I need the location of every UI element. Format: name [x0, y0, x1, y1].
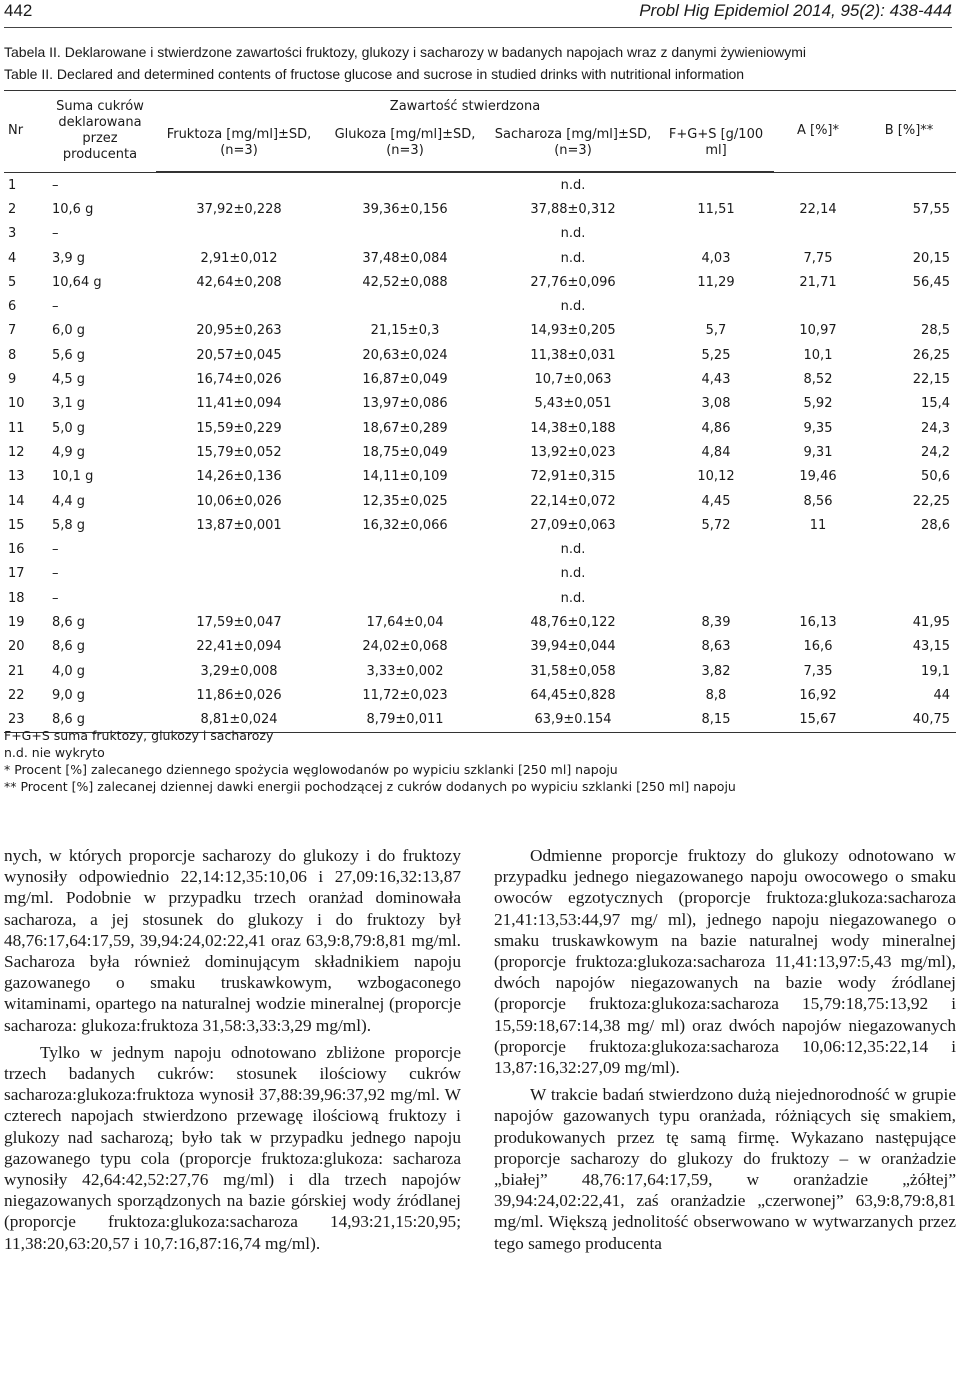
cell-empty: [862, 222, 956, 246]
cell-not-detected: n.d.: [560, 590, 586, 606]
cell-fructose: 20,95±0,263: [196, 323, 282, 339]
cell-sum-declared: 9,0 g: [52, 687, 86, 703]
cell-sum-declared: 4,9 g: [52, 444, 86, 460]
cell-sum-declared: 4,0 g: [52, 663, 86, 679]
cell-glucose: 16,32±0,066: [362, 517, 448, 533]
table-caption-polish: Tabela II. Deklarowane i stwierdzone zawartości fruktozy, glukozy i sacharozy w badanych napojach wraz z danymi żywieniowymi: [4, 44, 806, 60]
cell-b-percent: 28,6: [921, 517, 950, 533]
cell-empty: [322, 173, 488, 198]
cell-not-detected: n.d.: [560, 542, 586, 558]
table-row: [4, 173, 956, 198]
cell-sum-declared: 5,6 g: [52, 347, 86, 363]
cell-fgs: 8,8: [705, 687, 727, 703]
cell-fgs: 4,43: [701, 372, 731, 388]
cell-glucose: 39,36±0,156: [362, 201, 448, 217]
cell-b-percent: 56,45: [912, 274, 950, 290]
table-body: [4, 173, 956, 733]
cell-b-percent: 57,55: [912, 201, 950, 217]
cell-empty: [156, 222, 322, 246]
cell-fgs: 10,12: [697, 469, 735, 485]
cell-sucrose: 31,58±0,058: [530, 663, 616, 679]
cell-sucrose: 14,38±0,188: [530, 420, 616, 436]
cell-nr: 3: [8, 226, 17, 242]
header-sum-line-2: deklarowana: [58, 115, 142, 131]
cell-sum-declared: 3,1 g: [52, 396, 86, 412]
note-fgs: F+G+S suma fruktozy, glukozy i sacharozy: [4, 728, 274, 743]
header-glucose-line-2: (n=3): [386, 143, 424, 158]
cell-sucrose: 13,92±0,023: [530, 444, 616, 460]
cell-empty: [322, 537, 488, 561]
cell-b-percent: 20,15: [912, 250, 950, 266]
cell-empty: [774, 562, 862, 586]
paragraph: Tylko w jednym napoju odnotowano zbliżone proporcje trzech badanych cukrów: stosunek ilościowy cukrów sacharoza:glukoza:fruktoza wynosił 37,88:39,96:37,92 mg/ml. W czterech napojach stwierdzono przewagę ilościową fruktozy i glukozy nad sacharozą; było tak w przypadku jednego napoju gazowanego typu cola (proporcje fruktoza:glukoza: sacharoza wynosiły 42,64:42,52:27,76 mg/ml) i dla trzech napojów niegazowanych sporządzonych na bazie górskiej wody źródlanej (proporcje fruktoza:glukoza:sacharoza 14,93:21,15:20,95; 11,38:20,63:20,57 i 10,7:16,87:16,74 mg/ml).: [4, 1042, 461, 1253]
cell-fructose: 22,41±0,094: [196, 639, 282, 655]
cell-glucose: 24,02±0,068: [362, 639, 448, 655]
cell-empty: [774, 586, 862, 610]
cell-sucrose: 64,45±0,828: [530, 687, 616, 703]
cell-a-percent: 15,67: [774, 708, 862, 733]
cell-fructose: 16,74±0,026: [196, 372, 282, 388]
header-fructose-line-2: (n=3): [220, 143, 258, 158]
paragraph: Odmienne proporcje fruktozy do glukozy odnotowano w przypadku jednego niegazowanego napoju owocowego o smaku owoców egzotycznych (proporcje fruktoza:glukoza:sacharoza 21,41:13,53:44,97 mg/ ml), jednego napoju niegazowanego o smaku truskawkowym na bazie naturalnej wody mineralnej (proporcje fruktoza:glukoza:sacharoza 11,41:13,97:5,43 mg/ml), dwóch napojów niegazowanych na bazie wody źródlanej (proporcje fruktoza:glukoza:sacharoza 15,79:18,75:13,92 i 15,59:18,67:14,38 mg/ ml) oraz dwóch napojów niegazowanych (proporcje fruktoza:glukoza:sacharoza 10,06:12,35:22,14 i 13,87:16,32:27,09 mg/ml).: [494, 846, 956, 1078]
cell-sum-declared: 4,4 g: [52, 493, 86, 509]
cell-fgs: 8,39: [701, 614, 731, 630]
table-notes: [4, 727, 736, 795]
cell-glucose: 3,33±0,002: [366, 663, 444, 679]
cell-fructose: 15,59±0,229: [196, 420, 282, 436]
cell-a-percent: 8,56: [803, 493, 833, 509]
cell-empty: [156, 173, 322, 198]
cell-b-percent: 40,75: [862, 708, 956, 733]
cell-fructose: 3,29±0,008: [200, 663, 278, 679]
cell-sum-declared: 8,6 g: [44, 708, 156, 733]
cell-empty: [156, 537, 322, 561]
cell-nr: 23: [4, 708, 44, 733]
cell-a-percent: 10,97: [799, 323, 837, 339]
cell-fgs: 5,7: [705, 323, 727, 339]
cell-empty: [658, 222, 774, 246]
cell-sucrose: 14,93±0,205: [530, 323, 616, 339]
cell-sucrose: 11,38±0,031: [530, 347, 616, 363]
cell-fgs: 3,08: [701, 396, 731, 412]
cell-glucose: 12,35±0,025: [362, 493, 448, 509]
table-row: [4, 294, 956, 318]
cell-nr: 16: [8, 542, 25, 558]
cell-sum-declared: 3,9 g: [52, 250, 86, 266]
cell-empty: [658, 173, 774, 198]
header-fructose: [156, 115, 322, 172]
cell-glucose: 20,63±0,024: [362, 347, 448, 363]
table-row: [4, 319, 956, 343]
cell-sum-declared: 5,0 g: [52, 420, 86, 436]
note-a: * Procent [%] zalecanego dziennego spożycia węglowodanów po wypiciu szklanki [250 ml] napoju: [4, 762, 618, 777]
cell-fgs: 4,84: [701, 444, 731, 460]
header-glucose-line-1: Glukoza [mg/ml]±SD,: [334, 127, 476, 142]
cell-b-percent: 43,15: [912, 639, 950, 655]
cell-nr: 6: [8, 299, 17, 315]
table-row: [4, 197, 956, 221]
cell-sucrose: 48,76±0,122: [530, 614, 616, 630]
journal-reference: Probl Hig Epidemiol 2014, 95(2): 438-444: [639, 1, 952, 20]
cell-glucose: 37,48±0,084: [362, 250, 448, 266]
cell-fructose: 13,87±0,001: [196, 517, 282, 533]
cell-a-percent: 9,31: [803, 444, 833, 460]
header-rule: [4, 27, 952, 28]
note-nd: n.d. nie wykryto: [4, 745, 105, 760]
cell-empty: [774, 537, 862, 561]
cell-a-percent: 22,14: [799, 201, 837, 217]
cell-fructose: 17,59±0,047: [196, 614, 282, 630]
cell-empty: [774, 222, 862, 246]
cell-b-percent: 15,4: [921, 396, 950, 412]
cell-nr: 2: [8, 201, 17, 217]
cell-a-percent: 19,46: [799, 469, 837, 485]
body-column-left: [4, 845, 461, 1254]
table-row: [4, 537, 956, 561]
cell-sum-declared: 8,6 g: [52, 614, 86, 630]
cell-fructose: 2,91±0,012: [200, 250, 278, 266]
header-sum-line-1: Suma cukrów: [56, 99, 144, 115]
header-sucrose: [488, 115, 658, 172]
cell-fructose: 14,26±0,136: [196, 469, 282, 485]
page-number: 442: [4, 1, 33, 20]
table-row: [4, 343, 956, 367]
cell-a-percent: 21,71: [799, 274, 837, 290]
cell-glucose: 16,87±0,049: [362, 372, 448, 388]
header-group-determined: Zawartość stwierdzona: [156, 91, 774, 116]
cell-empty: [862, 294, 956, 318]
cell-fructose: 11,86±0,026: [196, 687, 282, 703]
cell-glucose: 8,79±0,011: [322, 708, 488, 733]
cell-fructose: 10,06±0,026: [196, 493, 282, 509]
cell-nr: 15: [8, 517, 25, 533]
cell-sucrose: 10,7±0,063: [534, 372, 612, 388]
cell-b-percent: 22,15: [912, 372, 950, 388]
cell-sucrose: 27,09±0,063: [530, 517, 616, 533]
page-header: [4, 0, 952, 26]
cell-fgs: 3,82: [701, 663, 731, 679]
cell-sum-declared: –: [52, 566, 59, 582]
data-table: [4, 90, 956, 733]
cell-b-percent: 28,5: [921, 323, 950, 339]
cell-a-percent: 9,35: [803, 420, 833, 436]
cell-empty: [862, 537, 956, 561]
cell-fructose: 8,81±0,024: [156, 708, 322, 733]
table-row: [4, 562, 956, 586]
cell-fgs: 8,15: [658, 708, 774, 733]
note-b: ** Procent [%] zalecanej dziennej dawki energii pochodzącej z cukrów dodanych po wypiciu szklanki [250 ml] napoju: [4, 779, 736, 794]
header-sucrose-line-1: Sacharoza [mg/ml]±SD,: [494, 127, 652, 142]
cell-empty: [156, 294, 322, 318]
cell-fgs: 11,51: [697, 201, 735, 217]
table-row: [4, 659, 956, 683]
cell-sum-declared: 8,6 g: [52, 639, 86, 655]
cell-nr: 13: [8, 469, 25, 485]
table-row: [4, 246, 956, 270]
cell-b-percent: 41,95: [912, 614, 950, 630]
cell-empty: [322, 294, 488, 318]
cell-a-percent: 16,92: [799, 687, 837, 703]
cell-b-percent: 26,25: [912, 347, 950, 363]
table-row: [4, 683, 956, 707]
cell-fgs: 4,03: [701, 250, 731, 266]
cell-fgs: 4,86: [701, 420, 731, 436]
cell-a-percent: 7,75: [803, 250, 833, 266]
cell-b-percent: 50,6: [921, 469, 950, 485]
cell-fructose: 11,41±0,094: [196, 396, 282, 412]
cell-a-percent: 16,13: [799, 614, 837, 630]
cell-nr: 8: [8, 347, 17, 363]
cell-nr: 1: [8, 177, 17, 193]
cell-fgs: 4,45: [701, 493, 731, 509]
cell-b-percent: 19,1: [921, 663, 950, 679]
cell-sum-declared: 6,0 g: [52, 323, 86, 339]
cell-sum-declared: –: [52, 299, 59, 315]
cell-empty: [322, 222, 488, 246]
cell-empty: [862, 173, 956, 198]
cell-nr: 12: [8, 444, 25, 460]
cell-nr: 5: [8, 274, 17, 290]
header-sum-line-3: przez producenta: [62, 131, 138, 163]
cell-a-percent: 10,1: [803, 347, 833, 363]
header-sum-declared: [44, 91, 156, 172]
header-a: A [%]*: [774, 91, 862, 172]
cell-glucose: 17,64±0,04: [366, 614, 444, 630]
cell-sucrose: n.d.: [560, 250, 586, 266]
cell-empty: [156, 562, 322, 586]
header-glucose: [322, 115, 488, 172]
cell-a-percent: 5,92: [803, 396, 833, 412]
cell-empty: [658, 586, 774, 610]
cell-sucrose: 27,76±0,096: [530, 274, 616, 290]
table-row: [4, 465, 956, 489]
table-row: [4, 610, 956, 634]
cell-empty: [322, 562, 488, 586]
cell-nr: 9: [8, 372, 17, 388]
cell-nr: 21: [8, 663, 25, 679]
cell-sum-declared: –: [52, 590, 59, 606]
cell-fgs: 5,25: [701, 347, 731, 363]
cell-nr: 17: [8, 566, 25, 582]
cell-empty: [862, 586, 956, 610]
cell-a-percent: 7,35: [803, 663, 833, 679]
header-fgs: F+G+S [g/100 ml]: [658, 115, 774, 172]
header-sucrose-line-2: (n=3): [554, 143, 592, 158]
cell-empty: [658, 562, 774, 586]
cell-empty: [774, 294, 862, 318]
cell-nr: 18: [8, 590, 25, 606]
table-row: [4, 440, 956, 464]
cell-sum-declared: 10,6 g: [52, 201, 94, 217]
cell-glucose: 18,67±0,289: [362, 420, 448, 436]
cell-not-detected: n.d.: [560, 566, 586, 582]
cell-nr: 11: [8, 420, 25, 436]
cell-sucrose: 63,9±0.154: [488, 708, 658, 733]
table-row: [4, 392, 956, 416]
cell-nr: 14: [8, 493, 25, 509]
table-row: [4, 513, 956, 537]
cell-sum-declared: –: [52, 226, 59, 242]
cell-nr: 22: [8, 687, 25, 703]
cell-b-percent: 24,3: [921, 420, 950, 436]
paragraph: W trakcie badań stwierdzono dużą niejednorodność w grupie napojów gazowanych typu oranżada, różniących się smakiem, produkowanych przez tę samą firmę. Wykazano następujące proporcje sacharozy do glukozy do fruktozy – w oranżadzie „białej” 48,76:17,64:17,59, w oranżadzie „żółtej” 39,94:24,02:22,41, zaś oranżadzie „czerwonej” 63,9:8,79:8,81 mg/ml. Większą jednolitość obserwowano w wytwarzanych przez tego samego producenta: [494, 1085, 956, 1253]
cell-fructose: 15,79±0,052: [196, 444, 282, 460]
cell-a-percent: 11: [809, 517, 827, 533]
cell-empty: [322, 586, 488, 610]
cell-sum-declared: –: [52, 542, 59, 558]
cell-nr: 19: [8, 614, 25, 630]
cell-glucose: 18,75±0,049: [362, 444, 448, 460]
header-fructose-line-1: Fruktoza [mg/ml]±SD,: [166, 127, 312, 142]
cell-nr: 4: [8, 250, 17, 266]
cell-nr: 20: [8, 639, 25, 655]
cell-fructose: 20,57±0,045: [196, 347, 282, 363]
cell-not-detected: n.d.: [560, 226, 586, 242]
cell-fgs: 11,29: [697, 274, 735, 290]
table-caption-english: Table II. Declared and determined contents of fructose glucose and sucrose in studied drinks with nutritional information: [4, 66, 745, 82]
cell-fructose: 37,92±0,228: [196, 201, 282, 217]
cell-fgs: 8,63: [701, 639, 731, 655]
sugar-content-table: [4, 90, 956, 733]
table-row: [4, 367, 956, 391]
table-row: [4, 635, 956, 659]
table-row: [4, 222, 956, 246]
cell-a-percent: 16,6: [803, 639, 833, 655]
cell-sum-declared: 10,1 g: [52, 469, 94, 485]
cell-sum-declared: 10,64 g: [52, 274, 102, 290]
cell-not-detected: n.d.: [560, 299, 586, 315]
cell-nr: 10: [8, 396, 25, 412]
cell-sucrose: 72,91±0,315: [530, 469, 616, 485]
table-row: [4, 416, 956, 440]
cell-empty: [774, 173, 862, 198]
cell-not-detected: n.d.: [560, 177, 586, 193]
cell-sucrose: 5,43±0,051: [534, 396, 612, 412]
cell-sucrose: 22,14±0,072: [530, 493, 616, 509]
header-b: B [%]**: [862, 91, 956, 172]
cell-glucose: 13,97±0,086: [362, 396, 448, 412]
paragraph: nych, w których proporcje sacharozy do glukozy i do fruktozy wynosiły odpowiednio 22,14:12,35:10,06 i 27,09:16,32:13,87 mg/ml. Podobnie w przypadku trzech oranżad dominowała sacharoza, a jej stosunek do glukozy i do fruktozy był 48,76:17,64:17,59, 39,94:24,02:22,41 oraz 63,9:8,79:8,81 mg/ml. Sacharoza była również dominującym składnikiem napoju gazowanego o smaku truskawkowym, wzbogaconego witaminami, opartego na naturalnej wodzie mineralnej (proporcje sacharoza: glukoza:fruktoza 31,58:3,33:3,29 mg/ml).: [4, 846, 461, 1035]
cell-nr: 7: [8, 323, 17, 339]
table-row: [4, 489, 956, 513]
table-row: [4, 270, 956, 294]
cell-empty: [658, 294, 774, 318]
cell-sum-declared: 4,5 g: [52, 372, 86, 388]
cell-sum-declared: 5,8 g: [52, 517, 86, 533]
cell-glucose: 42,52±0,088: [362, 274, 448, 290]
table-row: [4, 586, 956, 610]
cell-empty: [658, 537, 774, 561]
body-column-right: [494, 845, 956, 1254]
cell-glucose: 11,72±0,023: [362, 687, 448, 703]
cell-a-percent: 8,52: [803, 372, 833, 388]
cell-glucose: 14,11±0,109: [362, 469, 448, 485]
cell-b-percent: 24,2: [921, 444, 950, 460]
cell-sum-declared: –: [52, 177, 59, 193]
cell-fgs: 5,72: [701, 517, 731, 533]
cell-b-percent: 22,25: [912, 493, 950, 509]
cell-b-percent: 44: [933, 687, 950, 703]
cell-glucose: 21,15±0,3: [370, 323, 440, 339]
cell-empty: [156, 586, 322, 610]
cell-sucrose: 39,94±0,044: [530, 639, 616, 655]
cell-empty: [862, 562, 956, 586]
cell-fructose: 42,64±0,208: [196, 274, 282, 290]
cell-sucrose: 37,88±0,312: [530, 201, 616, 217]
header-nr: Nr: [4, 91, 44, 172]
